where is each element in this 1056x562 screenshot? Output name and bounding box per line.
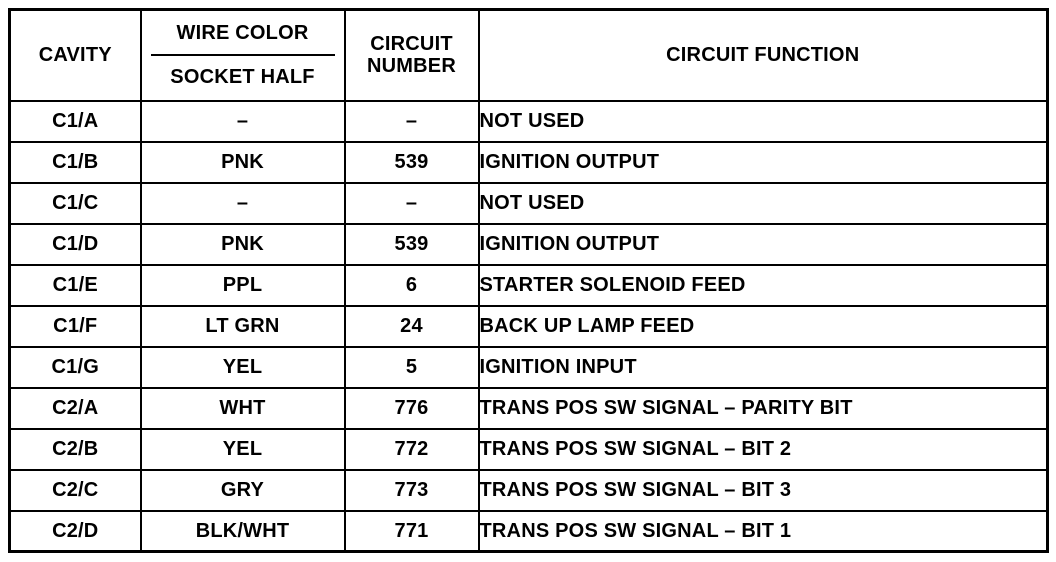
cell-circuit-function: TRANS POS SW SIGNAL – BIT 2 <box>479 429 1048 470</box>
header-socket-half-label: SOCKET HALF <box>170 66 315 89</box>
table-row <box>10 101 1048 142</box>
cell-circuit-number: 5 <box>345 347 479 388</box>
cell-cavity: C1/E <box>10 265 141 306</box>
cell-circuit-function: TRANS POS SW SIGNAL – BIT 3 <box>479 470 1048 511</box>
cell-circuit-number: 539 <box>345 142 479 183</box>
cell-cavity: C1/C <box>10 183 141 224</box>
cell-circuit-number: 771 <box>345 511 479 552</box>
header-wire-color-label: WIRE COLOR <box>176 22 309 45</box>
cell-circuit-number: 6 <box>345 265 479 306</box>
table-row <box>10 224 1048 265</box>
cell-wire-color: BLK/WHT <box>141 511 345 552</box>
cell-circuit-function: BACK UP LAMP FEED <box>479 306 1048 347</box>
cell-circuit-function: IGNITION OUTPUT <box>479 224 1048 265</box>
cell-circuit-function: IGNITION INPUT <box>479 347 1048 388</box>
cell-wire-color: – <box>141 101 345 142</box>
table-row <box>10 183 1048 224</box>
table-row <box>10 265 1048 306</box>
cell-circuit-function: TRANS POS SW SIGNAL – BIT 1 <box>479 511 1048 552</box>
cell-wire-color: WHT <box>141 388 345 429</box>
header-cavity: CAVITY <box>10 10 141 101</box>
cell-wire-color: GRY <box>141 470 345 511</box>
cell-cavity: C2/B <box>10 429 141 470</box>
header-circuit-function: CIRCUIT FUNCTION <box>479 10 1048 101</box>
cell-circuit-function: NOT USED <box>479 101 1048 142</box>
table-row <box>10 429 1048 470</box>
cell-wire-color: LT GRN <box>141 306 345 347</box>
cell-cavity: C1/B <box>10 142 141 183</box>
table-row <box>10 142 1048 183</box>
cell-circuit-number: – <box>345 183 479 224</box>
header-circuit-number-line2: NUMBER <box>367 55 456 78</box>
cell-circuit-function: STARTER SOLENOID FEED <box>479 265 1048 306</box>
cell-cavity: C1/D <box>10 224 141 265</box>
cell-circuit-function: NOT USED <box>479 183 1048 224</box>
cell-wire-color: YEL <box>141 429 345 470</box>
cell-cavity: C1/F <box>10 306 141 347</box>
table-header-row <box>10 10 1048 101</box>
cell-circuit-number: 24 <box>345 306 479 347</box>
table-row <box>10 511 1048 552</box>
header-circuit-number-line1: CIRCUIT <box>370 33 453 56</box>
table-row <box>10 347 1048 388</box>
cell-wire-color: – <box>141 183 345 224</box>
cell-cavity: C1/A <box>10 101 141 142</box>
cell-circuit-function: IGNITION OUTPUT <box>479 142 1048 183</box>
cell-circuit-number: 772 <box>345 429 479 470</box>
header-circuit-number <box>345 10 479 101</box>
table-row <box>10 388 1048 429</box>
cell-wire-color: PNK <box>141 142 345 183</box>
cell-cavity: C2/D <box>10 511 141 552</box>
cell-cavity: C1/G <box>10 347 141 388</box>
cell-wire-color: PNK <box>141 224 345 265</box>
cell-circuit-number: 776 <box>345 388 479 429</box>
cell-cavity: C2/A <box>10 388 141 429</box>
header-wire-color <box>141 10 345 101</box>
cell-wire-color: YEL <box>141 347 345 388</box>
cell-circuit-number: 539 <box>345 224 479 265</box>
cell-wire-color: PPL <box>141 265 345 306</box>
table-row <box>10 470 1048 511</box>
cell-circuit-function: TRANS POS SW SIGNAL – PARITY BIT <box>479 388 1048 429</box>
cell-circuit-number: – <box>345 101 479 142</box>
cell-cavity: C2/C <box>10 470 141 511</box>
cell-circuit-number: 773 <box>345 470 479 511</box>
table-row <box>10 306 1048 347</box>
connector-pinout-table <box>8 8 1049 553</box>
